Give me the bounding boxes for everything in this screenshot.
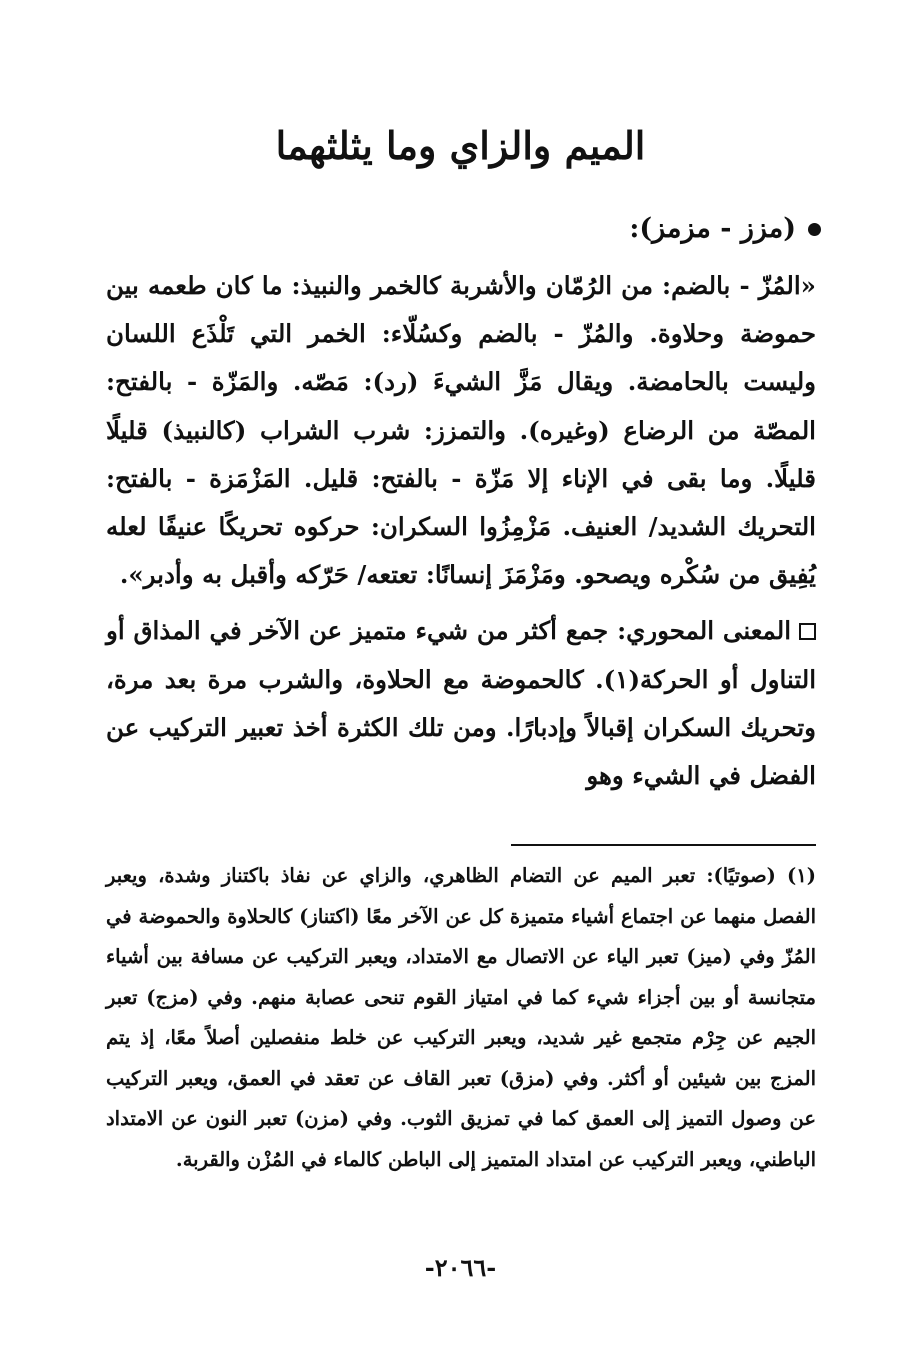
bullet-dot-icon [808,223,821,236]
entry-heading-row [106,206,821,252]
square-box-icon [799,623,816,640]
entry-heading: (مزز - مزمز): [629,213,796,244]
page-number: -٢٠٦٦- [424,1253,497,1282]
page-title: الميم والزاي وما يثلثهما [275,123,646,168]
main-text [106,262,816,800]
footnote-text: (١) (صوتيًا): تعبر الميم عن التضام الظاهري، والزاي عن نفاذ باكتناز وشدة، ويعبر الفصل منهما عن اجتماع أشياء متميزة كل عن الآخر معًا (اكتناز) كالحلاوة والحموضة في المُزّ وفي (ميز) تعبر الياء عن الاتصال مع الامتداد، ويعبر التركيب عن مسافة بين أشياء متجانسة أو بين أجزاء شيء كما في امتياز القوم تنحى عصابة منهم. وفي (مزج) تعبر الجيم عن جِرْم متجمع غير شديد، ويعبر التركيب عن خلط منفصلين أصلاً معًا، إذ يتم المزج بين شيئين أو أكثر. وفي (مزق) تعبر القاف عن تعقد في العمق، ويعبر التركيب عن وصول التميز إلى العمق كما في تمزيق الثوب. وفي (مزن) تعبر النون عن الامتداد الباطني، ويعبر التركيب عن امتداد المتميز إلى الباطن كالماء في المُزْن والقربة. [106,864,816,1171]
footnote-divider [511,844,816,846]
core-meaning-paragraph [106,607,816,800]
definition-paragraph: «المُزّ - بالضم: من الرُمّان والأشربة كالخمر والنبيذ: ما كان طعمه بين حموضة وحلاوة. والمُزّ - بالضم وكسُلّاء: الخمر التي تَلْذَع اللسان وليست بالحامضة. ويقال مَزَّ الشيءَ (رد): مَصّه. والمَزّة - بالفتح: المصّة من الرضاع (وغيره). والتمزز: شرب الشراب (كالنبيذ) قليلًا قليلًا. وما بقى في الإناء إلا مَزّة - بالفتح: قليل. المَزْمَزة - بالفتح: التحريك الشديد/ العنيف. مَزْمِزُوا السكران: حركوه تحريكًا عنيفًا لعله يُفِيق من سُكْره ويصحو. ومَزْمَزَ إنسانًا: تعتعه/ حَرّكه وأقبل به وأدبر». [106,271,816,590]
core-meaning-text: المعنى المحوري: جمع أكثر من شيء متميز عن الآخر في المذاق أو التناول أو الحركة(١). كالحموضة مع الحلاوة، والشرب مرة بعد مرة، وتحريك السكران إقبالاً وإدبارًا. ومن تلك الكثرة أخذ تعبير التركيب عن الفضل في الشيء وهو [106,616,816,791]
footnote [106,856,816,1180]
